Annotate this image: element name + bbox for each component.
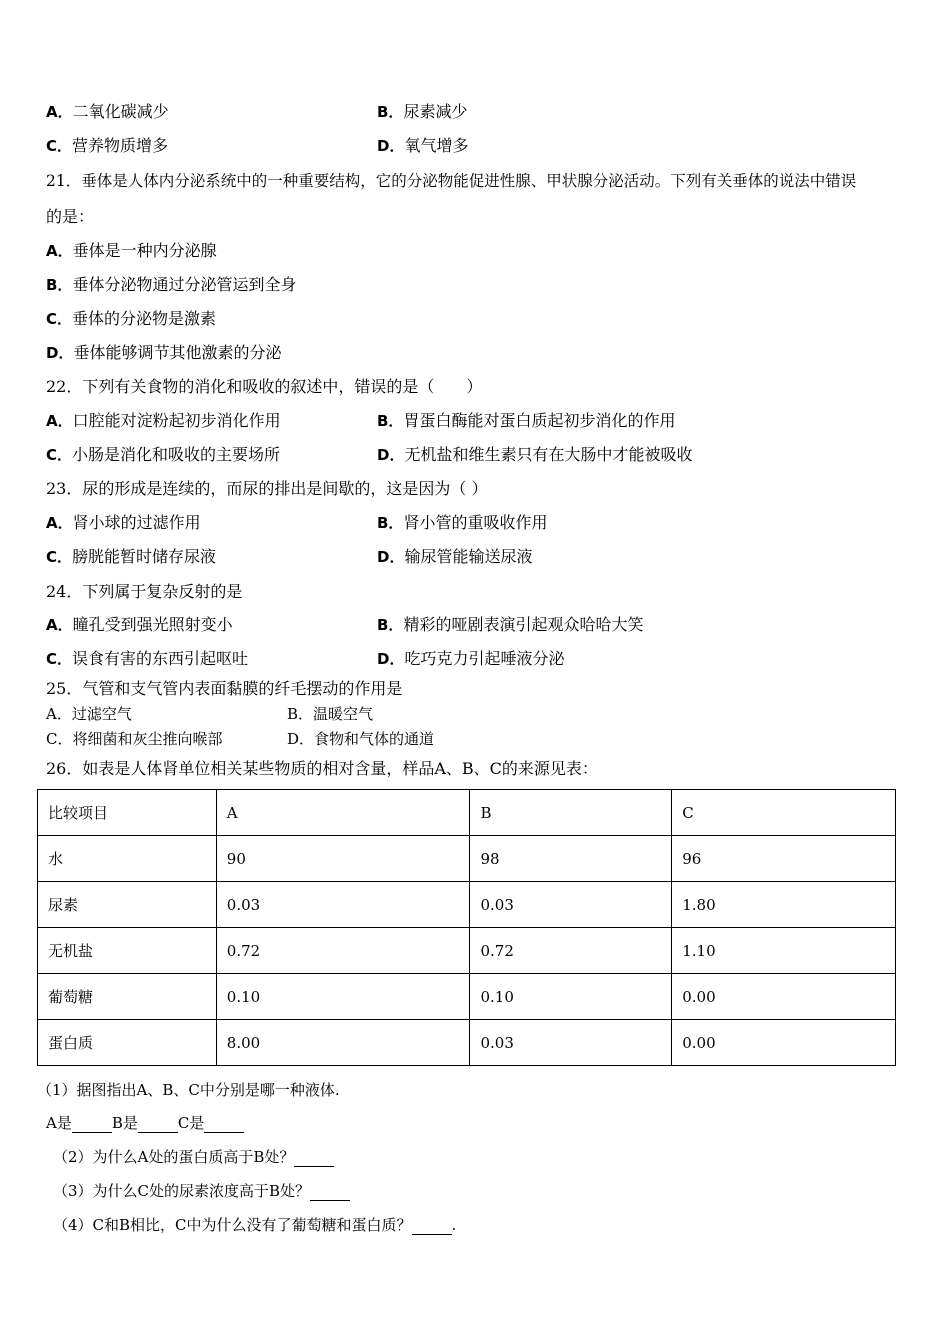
table-cell: 0.10 (216, 974, 470, 1020)
q23-option-a: A．肾小球的过滤作用 (46, 513, 201, 532)
table-header-cell: B (470, 790, 672, 836)
q22-option-a: A．口腔能对淀粉起初步消化作用 (46, 411, 281, 430)
table-cell: 0.72 (470, 928, 672, 974)
q20-option-a: A．二氧化碳减少 (46, 102, 169, 121)
q23-option-b: B．肾小管的重吸收作用 (377, 513, 548, 532)
table-cell: 尿素 (38, 882, 217, 928)
q26-sub1-answer-line: A是 B是 C是 (46, 1113, 244, 1133)
table-header-cell: A (216, 790, 470, 836)
q26-sub2: （2）为什么A处的蛋白质高于B处？ (53, 1147, 334, 1167)
q25-option-c: C．将细菌和灰尘推向喉部 (46, 730, 223, 748)
table-cell: 96 (672, 836, 896, 882)
blank-sub3[interactable] (310, 1184, 350, 1201)
blank-sub2[interactable] (294, 1150, 334, 1167)
q24-stem: 24．下列属于复杂反射的是 (46, 582, 243, 601)
q21-option-d: D．垂体能够调节其他激素的分泌 (46, 343, 282, 362)
q21-option-b: B．垂体分泌物通过分泌管运到全身 (46, 275, 297, 294)
table-cell: 0.03 (216, 882, 470, 928)
table-cell: 0.10 (470, 974, 672, 1020)
table-header-cell: C (672, 790, 896, 836)
q21-stem-line2: 的是： (46, 207, 95, 226)
q21-option-a: A．垂体是一种内分泌腺 (46, 241, 217, 260)
table-row (38, 882, 896, 928)
table-cell: 葡萄糖 (38, 974, 217, 1020)
q24-option-d: D．吃巧克力引起唾液分泌 (377, 649, 565, 668)
table-cell: 98 (470, 836, 672, 882)
q22-option-d: D．无机盐和维生素只有在大肠中才能被吸收 (377, 445, 693, 464)
table-cell: 水 (38, 836, 217, 882)
table-row (38, 974, 896, 1020)
q24-option-c: C．误食有害的东西引起呕吐 (46, 649, 249, 668)
q23-option-d: D．输尿管能输送尿液 (377, 547, 533, 566)
q23-option-c: C．膀胱能暂时储存尿液 (46, 547, 217, 566)
q20-option-d: D．氧气增多 (377, 136, 469, 155)
q25-option-a: A．过滤空气 (46, 705, 132, 723)
q26-sub3: （3）为什么C处的尿素浓度高于B处？ (53, 1181, 350, 1201)
q20-option-c: C．营养物质增多 (46, 136, 169, 155)
q26-stem: 26．如表是人体肾单位相关某些物质的相对含量，样品A、B、C的来源见表： (46, 759, 598, 778)
table-cell: 0.00 (672, 974, 896, 1020)
table-header-cell: 比较项目 (38, 790, 217, 836)
table-cell: 1.80 (672, 882, 896, 928)
blank-sub4[interactable] (412, 1218, 452, 1235)
table-cell: 蛋白质 (38, 1020, 217, 1066)
table-row (38, 1020, 896, 1066)
blank-a[interactable] (72, 1116, 112, 1133)
q25-option-b: B．温暖空气 (287, 705, 374, 723)
q22-option-b: B．胃蛋白酶能对蛋白质起初步消化的作用 (377, 411, 676, 430)
q26-sub4: （4）C和B相比，C中为什么没有了葡萄糖和蛋白质？ . (53, 1216, 457, 1234)
q20-option-b: B．尿素减少 (377, 102, 468, 121)
table-row (38, 836, 896, 882)
q25-option-d: D．食物和气体的通道 (287, 730, 435, 748)
q21-stem-line1: 21．垂体是人体内分泌系统中的一种重要结构，它的分泌物能促进性腺、甲状腺分泌活动。下列有关垂体的说法中错误 (46, 172, 857, 190)
q23-stem: 23．尿的形成是连续的，而尿的排出是间歇的，这是因为（ ） (46, 479, 488, 498)
table-cell: 90 (216, 836, 470, 882)
q25-stem: 25．气管和支气管内表面黏膜的纤毛摆动的作用是 (46, 679, 403, 698)
blank-c[interactable] (204, 1116, 244, 1133)
table-cell: 0.00 (672, 1020, 896, 1066)
kidney-substance-table (37, 789, 896, 1066)
table-cell: 1.10 (672, 928, 896, 974)
blank-b[interactable] (138, 1116, 178, 1133)
q22-stem: 22．下列有关食物的消化和吸收的叙述中，错误的是（ ） (46, 377, 483, 396)
q24-option-b: B．精彩的哑剧表演引起观众哈哈大笑 (377, 615, 644, 634)
q26-sub1: （1）据图指出A、B、C中分别是哪一种液体. (37, 1081, 340, 1099)
q22-option-c: C．小肠是消化和吸收的主要场所 (46, 445, 281, 464)
q24-option-a: A．瞳孔受到强光照射变小 (46, 615, 233, 634)
table-cell: 0.72 (216, 928, 470, 974)
table-cell: 8.00 (216, 1020, 470, 1066)
table-cell: 0.03 (470, 1020, 672, 1066)
q21-option-c: C．垂体的分泌物是激素 (46, 309, 217, 328)
table-row (38, 928, 896, 974)
table-cell: 无机盐 (38, 928, 217, 974)
table-header-row (38, 790, 896, 836)
table-cell: 0.03 (470, 882, 672, 928)
